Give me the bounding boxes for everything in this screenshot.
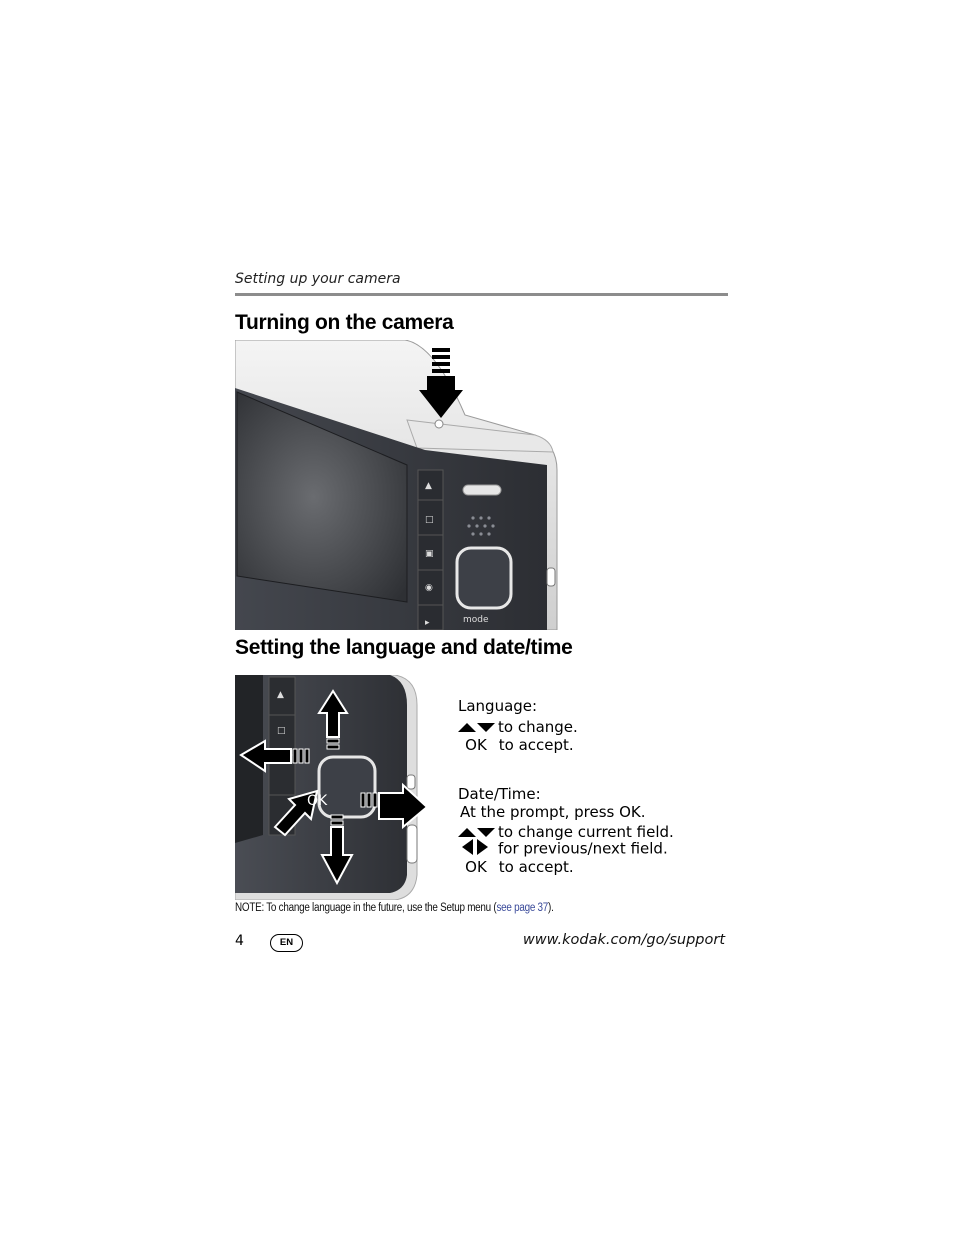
page-number: 4 bbox=[235, 933, 244, 949]
language-accept-text: to accept. bbox=[498, 736, 574, 754]
language-change-row bbox=[458, 718, 578, 737]
section-title-language: Setting the language and date/time bbox=[235, 636, 573, 659]
datetime-accept-row bbox=[458, 858, 574, 876]
svg-text:▣: ▣ bbox=[425, 549, 434, 559]
header-rule bbox=[235, 293, 728, 296]
note-text: NOTE: To change language in the future, use the Setup menu ( bbox=[235, 902, 497, 914]
datetime-change-text: to change current field. bbox=[498, 823, 674, 841]
section-title-turning-on: Turning on the camera bbox=[235, 311, 454, 334]
datetime-label: Date/Time: bbox=[458, 785, 541, 803]
up-down-triangles-icon bbox=[458, 719, 498, 737]
power-button-icon bbox=[435, 420, 443, 428]
language-accept-row bbox=[458, 736, 574, 754]
note bbox=[235, 902, 554, 914]
note-suffix: ). bbox=[548, 902, 554, 914]
camera-top-illustration bbox=[235, 340, 560, 630]
support-url[interactable]: www.kodak.com/go/support bbox=[522, 932, 725, 948]
ok-label: OK bbox=[307, 793, 328, 809]
language-badge: EN bbox=[270, 934, 303, 952]
camera-controls-illustration bbox=[235, 675, 438, 900]
datetime-prompt: At the prompt, press OK. bbox=[460, 803, 646, 821]
ok-symbol: OK bbox=[465, 736, 487, 754]
svg-text:◉: ◉ bbox=[425, 583, 433, 593]
running-header: Setting up your camera bbox=[235, 271, 401, 287]
language-change-text: to change. bbox=[498, 718, 578, 736]
mode-label: mode bbox=[463, 615, 489, 625]
svg-text:▲: ▲ bbox=[277, 690, 284, 700]
see-page-link[interactable]: see page 37 bbox=[496, 902, 549, 914]
ok-symbol: OK bbox=[465, 858, 487, 876]
language-label: Language: bbox=[458, 697, 538, 715]
datetime-prevnext-row bbox=[458, 839, 668, 859]
svg-text:▲: ▲ bbox=[425, 481, 432, 491]
datetime-prevnext-text: for previous/next field. bbox=[498, 839, 668, 858]
left-right-triangles-icon bbox=[458, 839, 498, 859]
svg-text:▸: ▸ bbox=[425, 618, 430, 628]
svg-text:□: □ bbox=[425, 515, 434, 525]
svg-text:□: □ bbox=[277, 726, 286, 736]
datetime-accept-text: to accept. bbox=[498, 858, 574, 876]
